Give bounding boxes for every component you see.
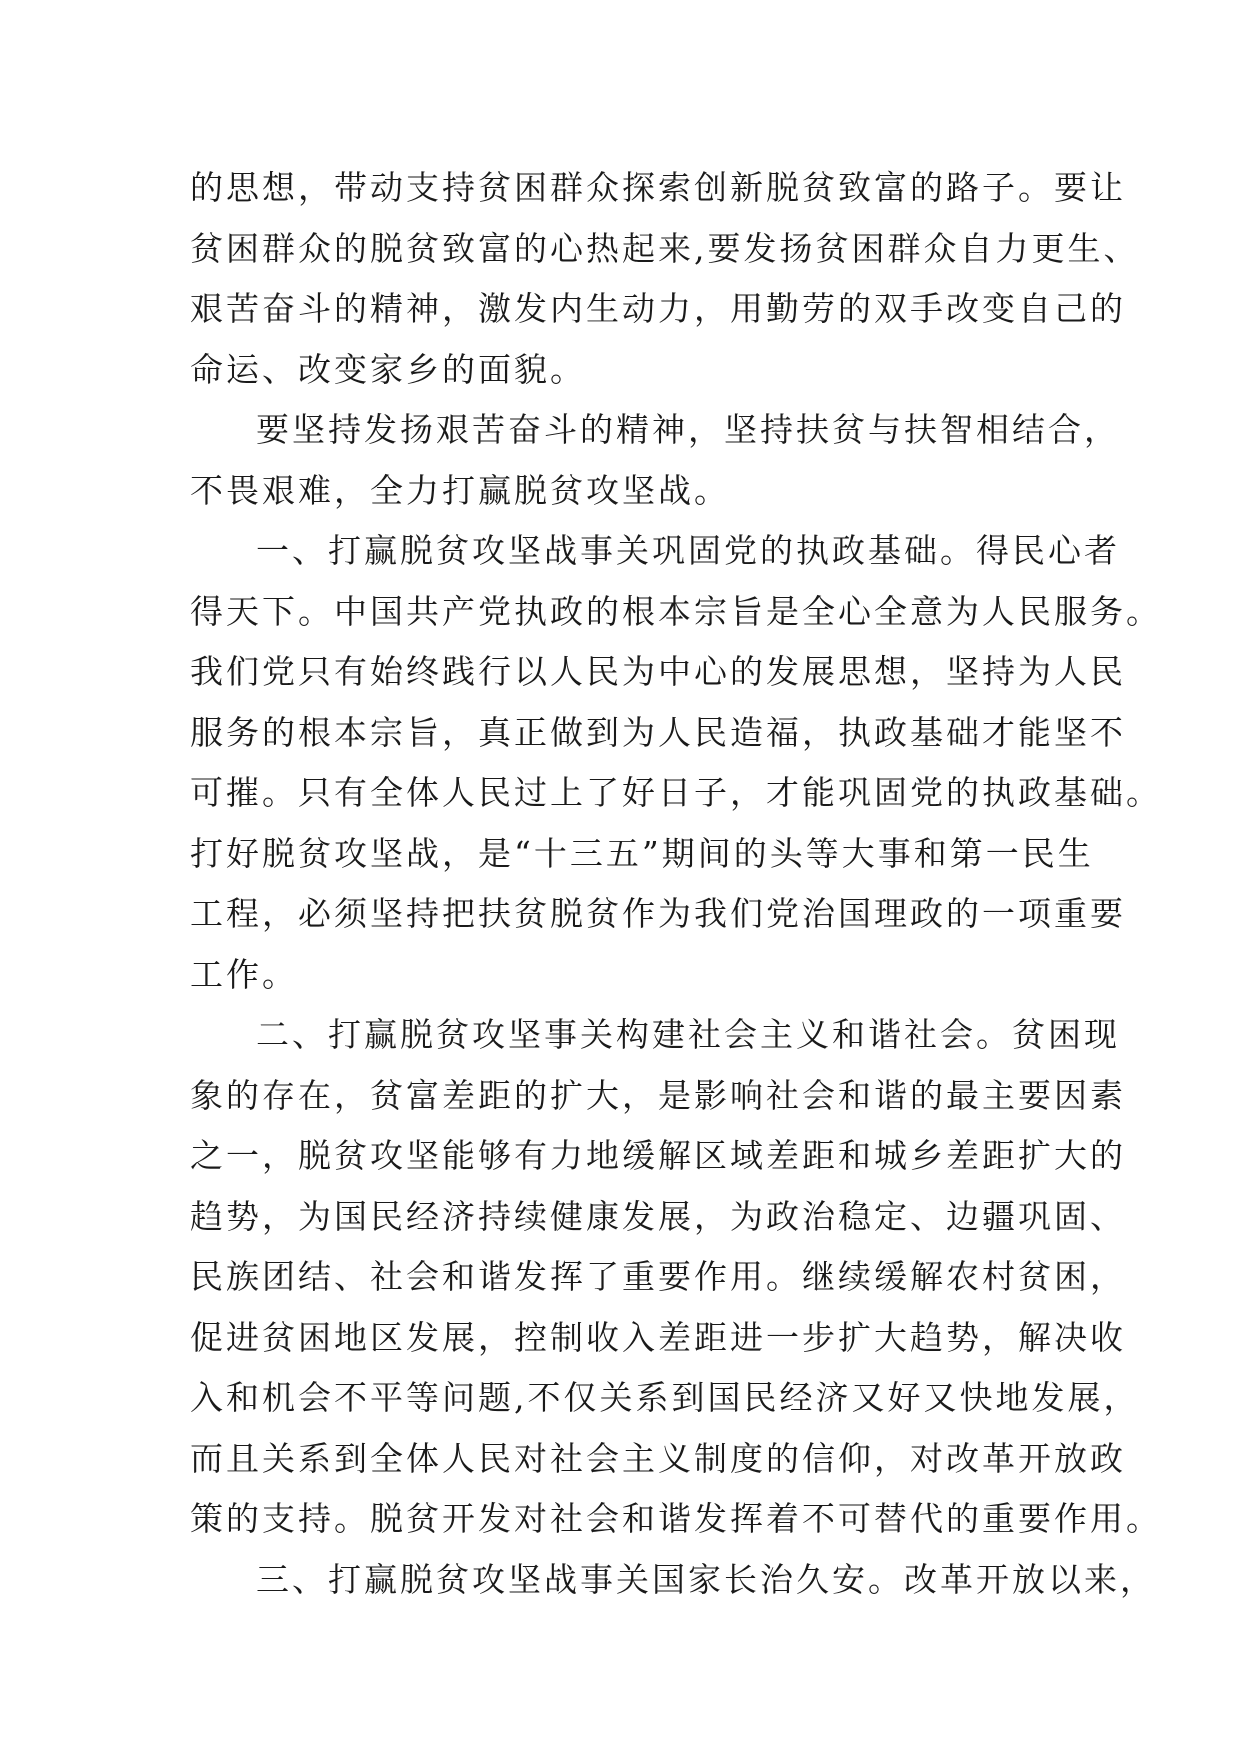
text-line: 二、打赢脱贫攻坚事关构建社会主义和谐社会。贫困现 <box>256 1015 1120 1054</box>
text-line: 可摧。只有全体人民过上了好日子，才能巩固党的执政基础。 <box>190 773 1162 812</box>
text-line: 工作。 <box>190 954 298 994</box>
text-line: 促进贫困地区发展，控制收入差距进一步扩大趋势，解决收 <box>190 1317 1126 1357</box>
text-line: 命运、改变家乡的面貌。 <box>190 349 586 389</box>
text-line: 一、打赢脱贫攻坚战事关巩固党的执政基础。得民心者 <box>256 531 1120 570</box>
text-line: 艰苦奋斗的精神，激发内生动力，用勤劳的双手改变自己的 <box>190 289 1126 328</box>
text-line: 得天下。中国共产党执政的根本宗旨是全心全意为人民服务。 <box>190 591 1162 631</box>
text-line: 服务的根本宗旨，真正做到为人民造福，执政基础才能坚不 <box>190 712 1126 752</box>
body-text <box>190 158 1162 1610</box>
text-line: 趋势，为国民经济持续健康发展，为政治稳定、边疆巩固、 <box>190 1196 1126 1236</box>
text-line: 贫困群众的脱贫致富的心热起来,要发扬贫困群众自力更生、 <box>190 228 1140 268</box>
text-line: 象的存在，贫富差距的扩大，是影响社会和谐的最主要因素 <box>190 1075 1126 1115</box>
text-line: 我们党只有始终践行以人民为中心的发展思想，坚持为人民 <box>190 652 1126 691</box>
text-line: 策的支持。脱贫开发对社会和谐发挥着不可替代的重要作用。 <box>190 1499 1162 1538</box>
text-line: 的思想，带动支持贫困群众探索创新脱贫致富的路子。要让 <box>190 168 1126 207</box>
text-line: 工程，必须坚持把扶贫脱贫作为我们党治国理政的一项重要 <box>190 894 1126 933</box>
text-line: 而且关系到全体人民对社会主义制度的信仰，对改革开放政 <box>190 1438 1126 1478</box>
text-line: 不畏艰难，全力打赢脱贫攻坚战。 <box>190 470 730 510</box>
text-line: 之一，脱贫攻坚能够有力地缓解区域差距和城乡差距扩大的 <box>190 1136 1126 1175</box>
text-line: 三、打赢脱贫攻坚战事关国家长治久安。改革开放以来， <box>256 1559 1156 1599</box>
text-line: 打好脱贫攻坚战，是“十三五”期间的头等大事和第一民生 <box>190 833 1094 873</box>
text-line: 要坚持发扬艰苦奋斗的精神，坚持扶贫与扶智相结合， <box>256 410 1120 449</box>
text-line: 入和机会不平等问题,不仅关系到国民经济又好又快地发展， <box>190 1378 1140 1417</box>
text-line: 民族团结、社会和谐发挥了重要作用。继续缓解农村贫困， <box>190 1257 1126 1296</box>
